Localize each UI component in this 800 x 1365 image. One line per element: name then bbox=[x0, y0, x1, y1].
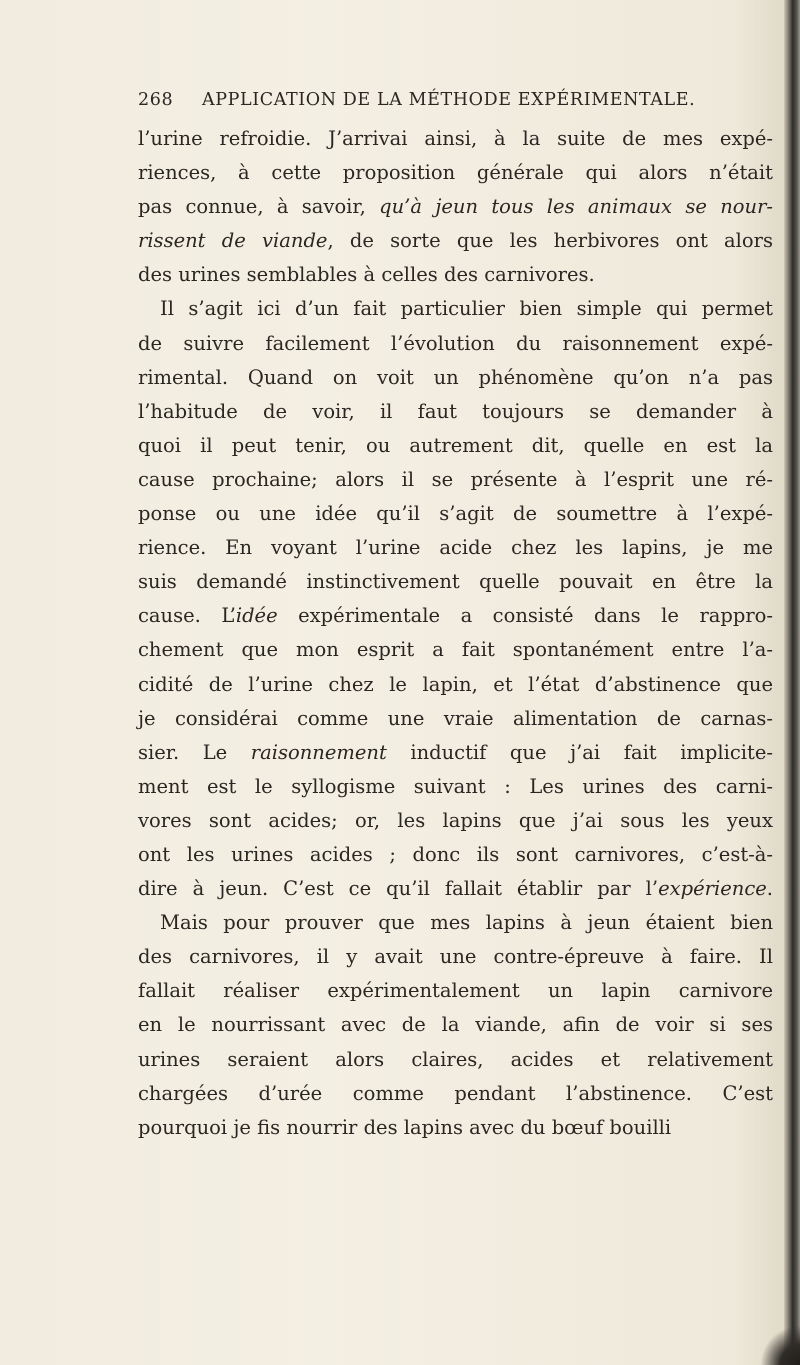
running-header bbox=[138, 90, 698, 116]
italic-span: expérience bbox=[658, 877, 767, 901]
page-corner-shadow bbox=[760, 1325, 800, 1365]
italic-span: idée bbox=[235, 604, 278, 628]
text-line: je considérai comme une vraie alimentation de carnas- bbox=[138, 706, 773, 730]
text-span: expérimentale a consisté dans le rappro- bbox=[277, 604, 774, 628]
text-line: vores sont acides; or, les lapins que j’ai sous les yeux bbox=[138, 808, 773, 832]
text-line: des urines semblables à celles des carnivores. bbox=[138, 263, 595, 287]
text-line: cause prochaine; alors il se présente à l’esprit une ré- bbox=[138, 467, 773, 491]
text-line: cidité de l’urine chez le lapin, et l’état d’abstinence que bbox=[138, 672, 773, 696]
text-span: sier. Le bbox=[138, 740, 251, 764]
page-number: 268 bbox=[138, 90, 174, 110]
text-line bbox=[138, 736, 773, 770]
text-line: Il s’agit ici d’un fait particulier bien simple qui permet bbox=[160, 297, 773, 321]
italic-span: qu’à jeun tous les animaux se nour- bbox=[379, 195, 773, 219]
text-line: ponse ou une idée qu’il s’agit de soumettre à l’expé- bbox=[138, 502, 773, 526]
text-line: suis demandé instinctivement quelle pouvait en être la bbox=[138, 570, 773, 594]
text-line: urines seraient alors claires, acides et relativement bbox=[138, 1047, 773, 1071]
text-line: ment est le syllogisme suivant : Les urines des carni- bbox=[138, 774, 773, 798]
text-span: cause. L’ bbox=[138, 604, 236, 628]
text-line: en le nourrissant avec de la viande, afin de voir si ses bbox=[138, 1013, 773, 1037]
text-line: pourquoi je fis nourrir des lapins avec du bœuf bouilli bbox=[138, 1115, 672, 1139]
italic-span: rissent de viande bbox=[138, 229, 328, 253]
text-line: rimental. Quand on voit un phénomène qu’on n’a pas bbox=[138, 365, 773, 389]
text-span: pas connue, à savoir, bbox=[138, 195, 380, 219]
text-line: l’habitude de voir, il faut toujours se demander à bbox=[138, 399, 773, 423]
text-span: , de sorte que les herbivores ont alors bbox=[327, 229, 773, 253]
text-line bbox=[138, 190, 773, 224]
text-line: des carnivores, il y avait une contre-épreuve à faire. Il bbox=[138, 945, 773, 969]
text-line bbox=[138, 872, 773, 906]
text-line: chargées d’urée comme pendant l’abstinence. C’est bbox=[138, 1081, 773, 1105]
body-text bbox=[138, 122, 773, 1145]
text-line: fallait réaliser expérimentalement un lapin carnivore bbox=[138, 979, 773, 1003]
text-line: Mais pour prouver que mes lapins à jeun étaient bien bbox=[160, 911, 773, 935]
text-span: dire à jeun. C’est ce qu’il fallait établir par l’ bbox=[138, 877, 659, 901]
text-span: inductif que j’ai fait implicite- bbox=[386, 740, 773, 764]
running-title: APPLICATION DE LA MÉTHODE EXPÉRIMENTALE. bbox=[202, 90, 696, 110]
text-line: ont les urines acides ; donc ils sont carnivores, c’est-à- bbox=[138, 842, 773, 866]
text-span: . bbox=[766, 877, 773, 901]
text-line: chement que mon esprit a fait spontanément entre l’a- bbox=[138, 638, 773, 662]
text-line: quoi il peut tenir, ou autrement dit, quelle en est la bbox=[138, 433, 773, 457]
text-line bbox=[138, 224, 773, 258]
text-line: riences, à cette proposition générale qui alors n’était bbox=[138, 161, 773, 185]
text-line: l’urine refroidie. J’arrivai ainsi, à la suite de mes expé- bbox=[138, 127, 773, 150]
page-edge-shadow bbox=[784, 0, 800, 1365]
text-line: de suivre facilement l’évolution du raisonnement expé- bbox=[138, 331, 773, 355]
italic-span: raisonnement bbox=[250, 740, 387, 764]
text-line: rience. En voyant l’urine acide chez les lapins, je me bbox=[138, 536, 773, 560]
text-line bbox=[138, 599, 773, 633]
